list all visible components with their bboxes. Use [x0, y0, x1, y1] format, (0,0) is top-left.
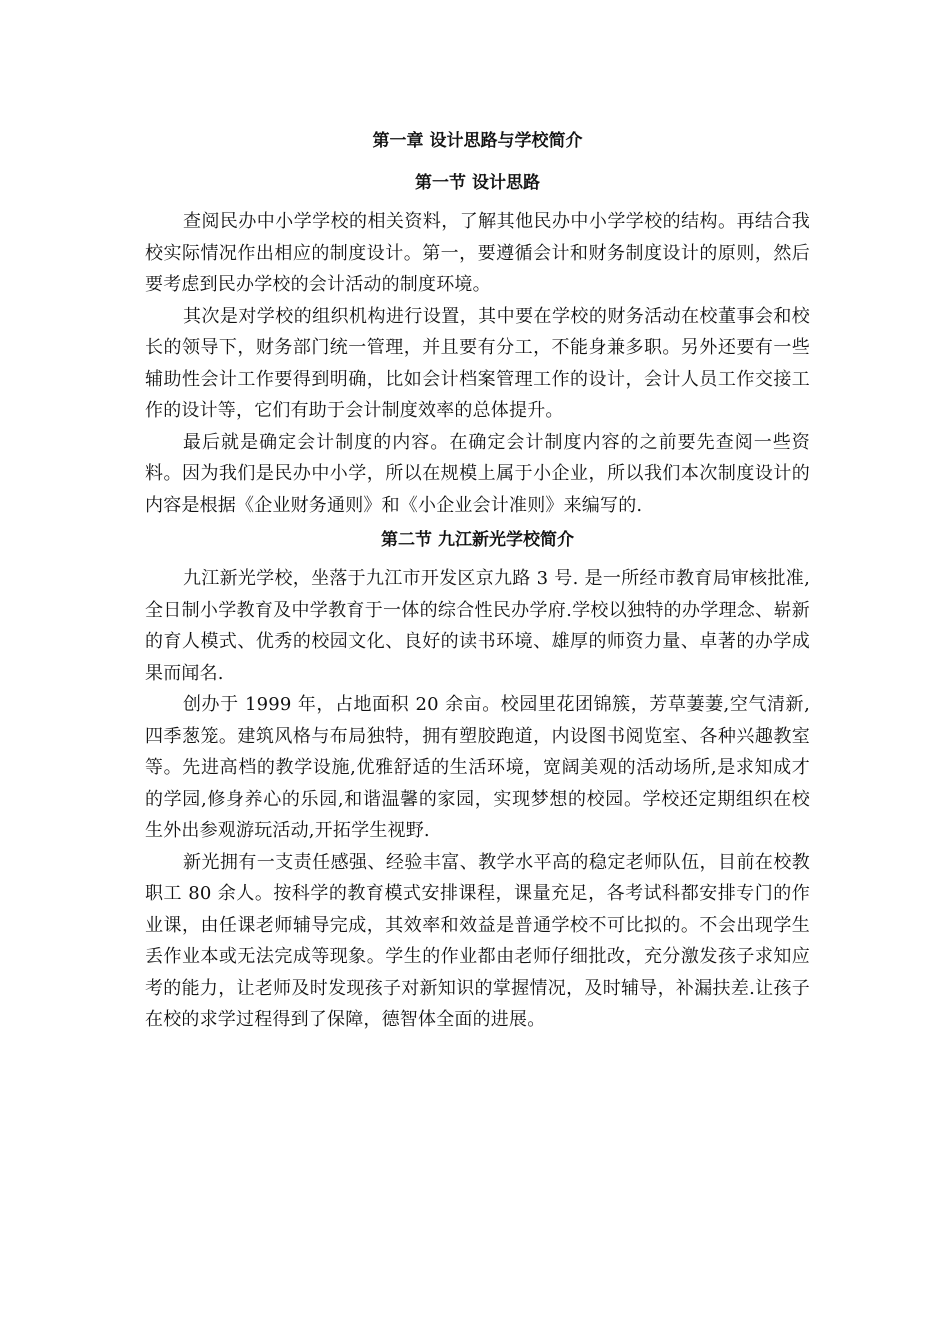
- paragraph: 最后就是确定会计制度的内容。在确定会计制度内容的之前要先查阅一些资料。因为我们是民办中小学，所以在规模上属于小企业，所以我们本次制度设计的内容是根据《企业财务通则》和《小企业会计准则》来编写的.: [145, 431, 810, 516]
- paragraph: 其次是对学校的组织机构进行设置，其中要在学校的财务活动在校董事会和校长的领导下，财务部门统一管理，并且要有分工，不能身兼多职。另外还要有一些辅助性会计工作要得到明确，比如会计档案管理工作的设计，会计人员工作交接工作的设计等，它们有助于会计制度效率的总体提升。: [145, 305, 810, 421]
- section-title-school-intro: 第二节 九江新光学校简介: [381, 530, 574, 550]
- chapter-title: 第一章 设计思路与学校简介: [372, 131, 583, 151]
- paragraph: 创办于 1999 年，占地面积 20 余亩。校园里花团锦簇，芳草萋萋,空气清新,四季葱笼。建筑风格与布局独特，拥有塑胶跑道，内设图书阅览室、各种兴趣教室等。先进高档的教学设施,优雅舒适的生活环境，宽阔美观的活动场所,是求知成才的学园,修身养心的乐园,和谐温馨的家园，实现梦想的校园。学校还定期组织在校生外出参观游玩活动,开拓学生视野.: [145, 694, 810, 841]
- section-title-design-ideas: 第一节 设计思路: [415, 173, 540, 193]
- document-page: [145, 126, 810, 1036]
- paragraph: 新光拥有一支责任感强、经验丰富、教学水平高的稳定老师队伍，目前在校教职工 80 余人。按科学的教育模式安排课程，课量充足，各考试科都安排专门的作业课，由任课老师辅导完成，其效率和效益是普通学校不可比拟的。不会出现学生丢作业本或无法完成等现象。学生的作业都由老师仔细批改，充分激发孩子求知应考的能力，让老师及时发现孩子对新知识的掌握情况，及时辅导，补漏扶差.让孩子在校的求学过程得到了保障，德智体全面的进展。: [145, 851, 810, 1030]
- paragraph: 查阅民办中小学学校的相关资料，了解其他民办中小学学校的结构。再结合我校实际情况作出相应的制度设计。第一，要遵循会计和财务制度设计的原则，然后要考虑到民办学校的会计活动的制度环境。: [145, 211, 810, 295]
- paragraph: 九江新光学校，坐落于九江市开发区京九路 3 号. 是一所经市教育局审核批准,全日制小学教育及中学教育于一体的综合性民办学府.学校以独特的办学理念、崭新的育人模式、优秀的校园文化、良好的读书环境、雄厚的师资力量、卓著的办学成果而闻名.: [145, 568, 810, 684]
